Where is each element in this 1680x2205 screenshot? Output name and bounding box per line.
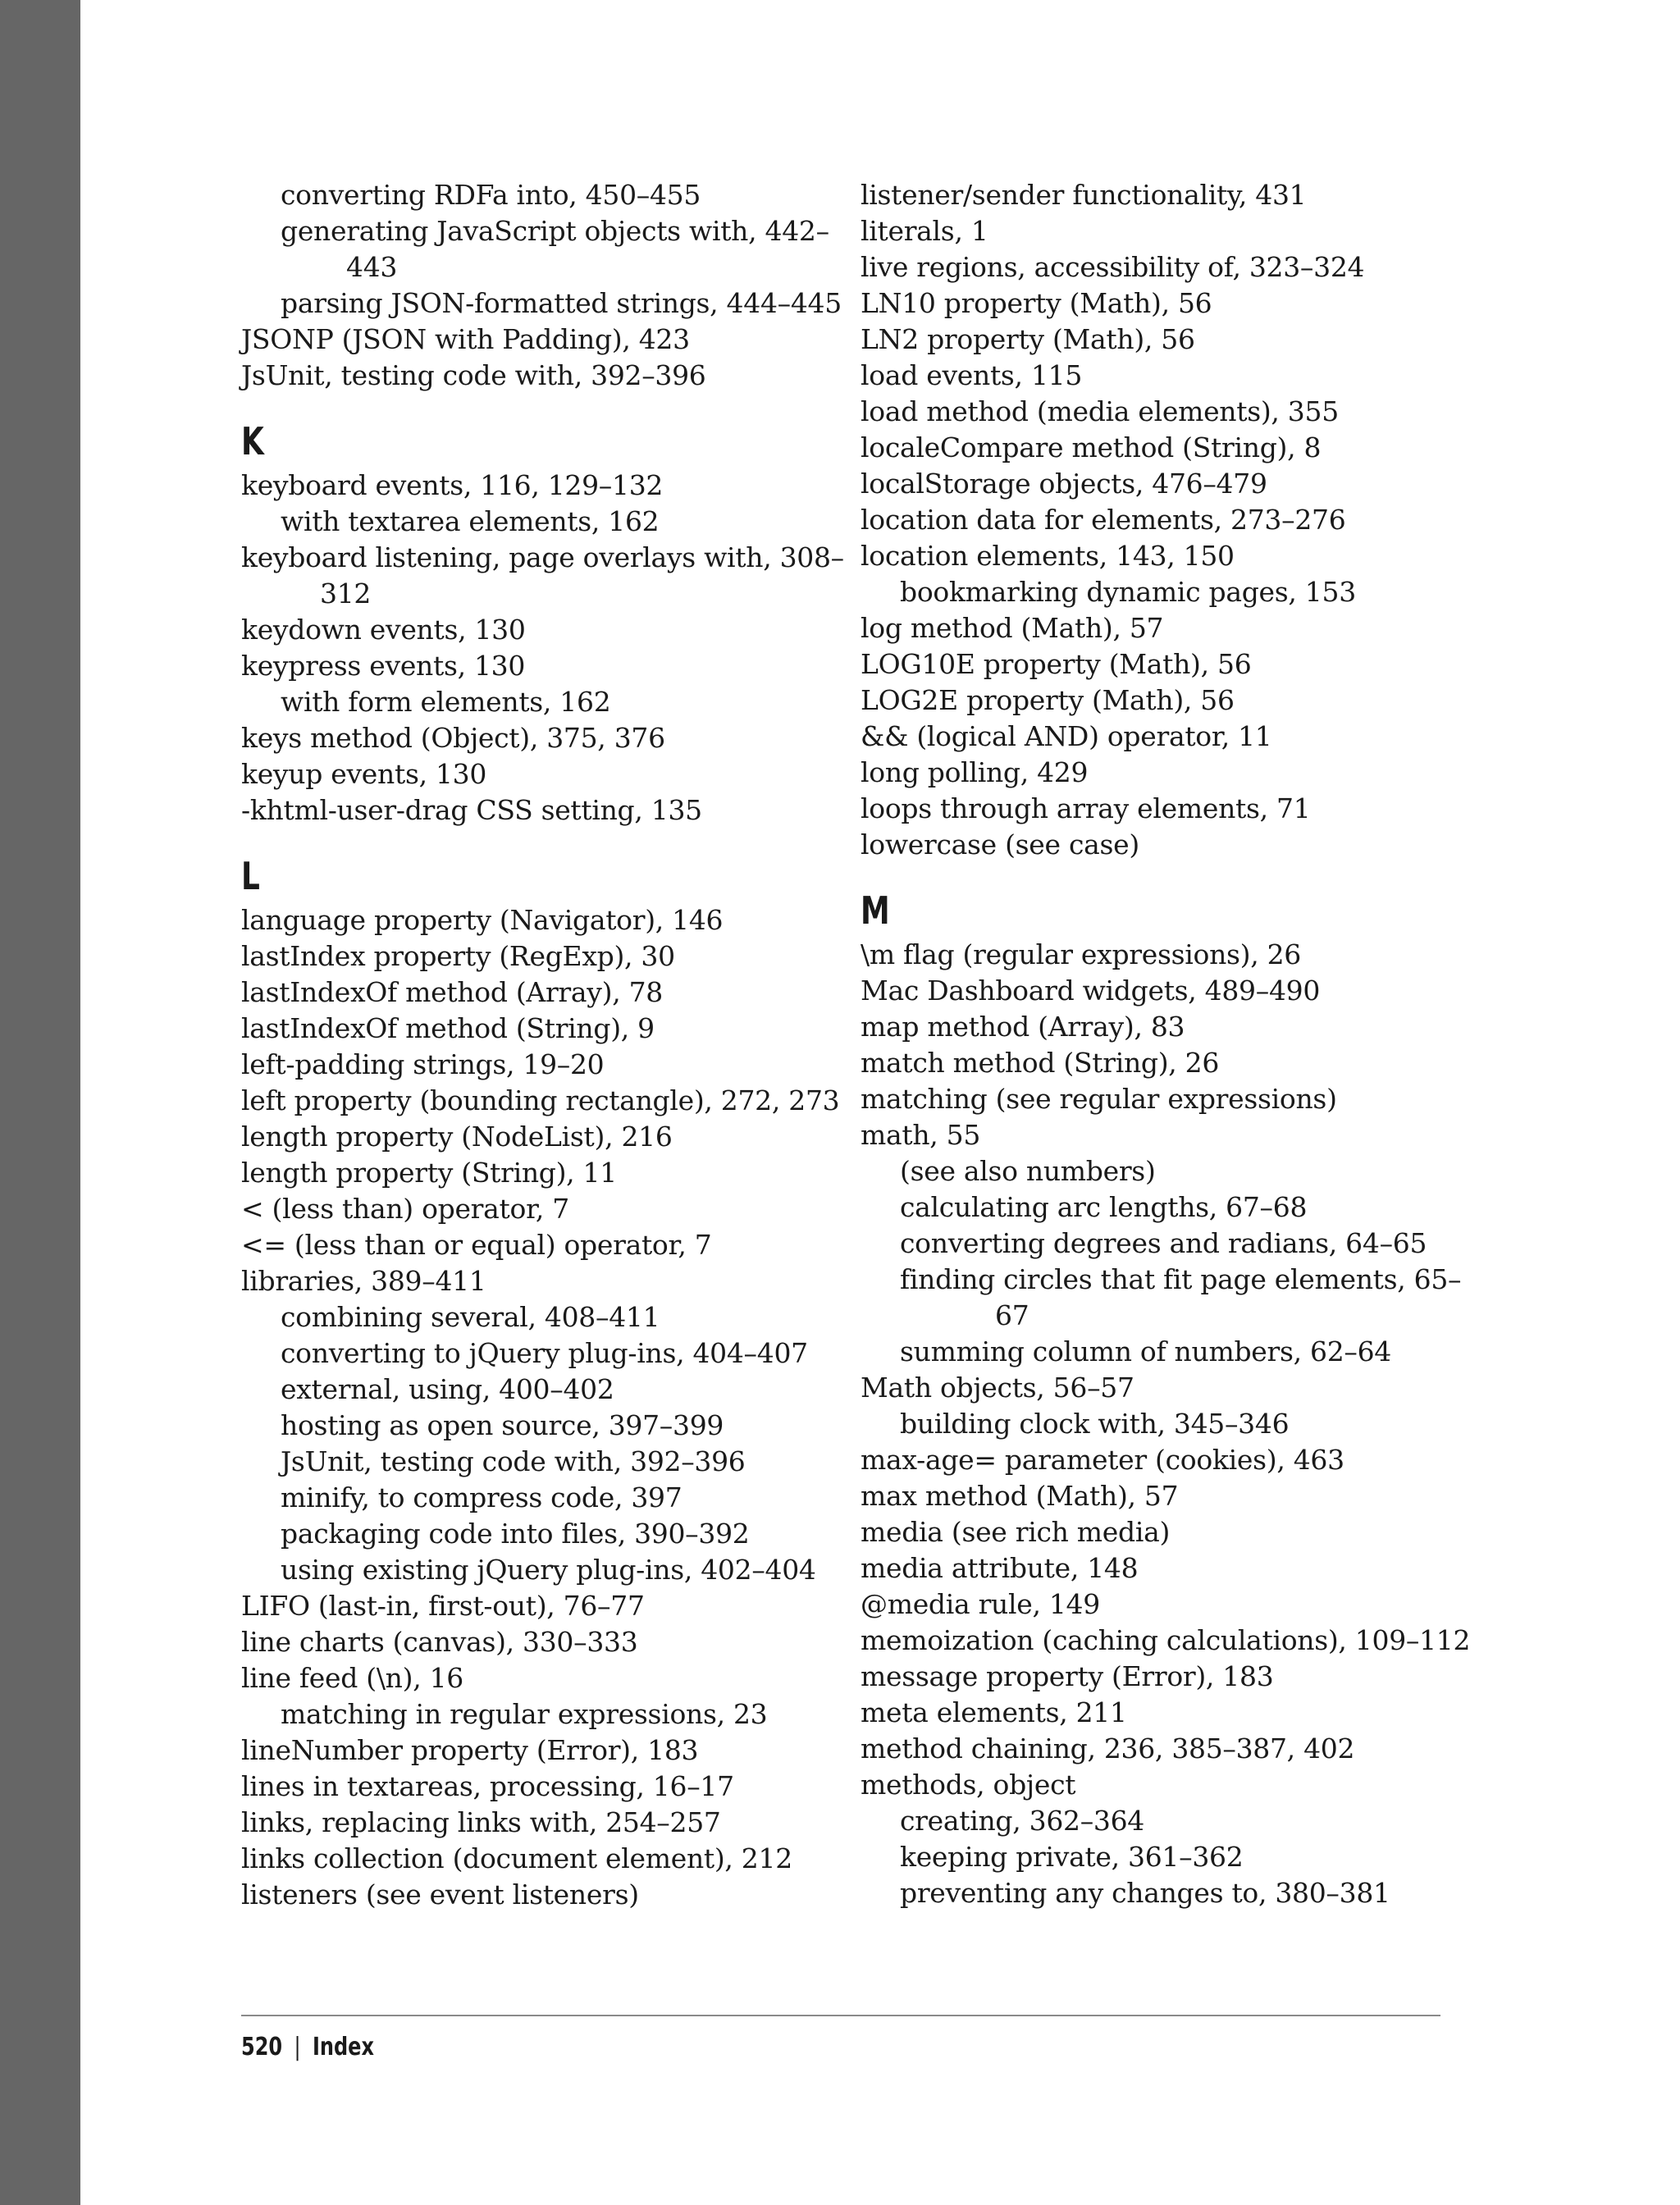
index-subentry: building clock with, 345–346 xyxy=(900,1408,1290,1440)
index-entry: length property (String), 11 xyxy=(241,1157,617,1189)
index-entry: memoization (caching calculations), 109–112 xyxy=(861,1624,1471,1656)
index-entry: LOG2E property (Math), 56 xyxy=(861,684,1235,716)
index-entry: method chaining, 236, 385–387, 402 xyxy=(861,1732,1355,1764)
index-entry: \m flag (regular expressions), 26 xyxy=(861,938,1302,970)
index-subentry: with form elements, 162 xyxy=(281,686,611,718)
index-column-left xyxy=(241,177,844,1913)
index-subentry: converting to jQuery plug-ins, 404–407 xyxy=(281,1337,808,1369)
index-entry: keyboard listening, page overlays with, 308– xyxy=(241,541,844,573)
index-entry: LN10 property (Math), 56 xyxy=(861,287,1212,319)
index-entry: keyup events, 130 xyxy=(241,758,487,790)
index-entry: location data for elements, 273–276 xyxy=(861,504,1346,536)
index-subentry: using existing jQuery plug-ins, 402–404 xyxy=(281,1554,816,1586)
index-subentry: matching in regular expressions, 23 xyxy=(281,1698,768,1730)
index-letter-heading: K xyxy=(241,419,264,463)
index-entry: matching (see regular expressions) xyxy=(861,1083,1337,1115)
index-entry: keys method (Object), 375, 376 xyxy=(241,722,665,754)
index-entry: length property (NodeList), 216 xyxy=(241,1121,673,1153)
index-entry: lines in textareas, processing, 16–17 xyxy=(241,1770,734,1802)
index-entry: match method (String), 26 xyxy=(861,1047,1220,1079)
index-entry: libraries, 389–411 xyxy=(241,1265,486,1297)
index-entry: max-age= parameter (cookies), 463 xyxy=(861,1444,1344,1476)
index-entry: LOG10E property (Math), 56 xyxy=(861,648,1252,680)
index-entry: location elements, 143, 150 xyxy=(861,540,1235,572)
index-entry: keyboard events, 116, 129–132 xyxy=(241,469,664,501)
index-entry: < (less than) operator, 7 xyxy=(241,1193,569,1225)
index-entry: meta elements, 211 xyxy=(861,1696,1127,1728)
index-subentry: JsUnit, testing code with, 392–396 xyxy=(281,1445,746,1477)
index-subentry: calculating arc lengths, 67–68 xyxy=(900,1191,1308,1223)
index-entry: listener/sender functionality, 431 xyxy=(861,179,1307,211)
page-edge-bar xyxy=(0,0,80,2205)
index-entry: Mac Dashboard widgets, 489–490 xyxy=(861,975,1321,1007)
index-entry: load events, 115 xyxy=(861,359,1083,391)
index-entry: log method (Math), 57 xyxy=(861,612,1164,644)
index-subentry: finding circles that fit page elements, 65– xyxy=(900,1263,1462,1295)
index-entry: keypress events, 130 xyxy=(241,650,526,682)
index-entry: loops through array elements, 71 xyxy=(861,792,1311,824)
index-subentry: converting RDFa into, 450–455 xyxy=(281,179,701,211)
index-entry: left-padding strings, 19–20 xyxy=(241,1048,605,1080)
index-entry: JSONP (JSON with Padding), 423 xyxy=(241,323,690,355)
index-subentry: minify, to compress code, 397 xyxy=(281,1481,682,1513)
index-entry: language property (Navigator), 146 xyxy=(241,904,724,936)
index-subentry: converting degrees and radians, 64–65 xyxy=(900,1227,1427,1259)
page-footer xyxy=(241,2031,374,2064)
index-entry: @media rule, 149 xyxy=(861,1588,1100,1620)
index-entry: message property (Error), 183 xyxy=(861,1660,1274,1692)
index-entry: localStorage objects, 476–479 xyxy=(861,468,1267,500)
index-entry: max method (Math), 57 xyxy=(861,1480,1179,1512)
index-subentry: parsing JSON-formatted strings, 444–445 xyxy=(281,287,842,319)
index-letter-heading: L xyxy=(241,854,260,898)
index-subentry: creating, 362–364 xyxy=(900,1805,1145,1837)
index-entry: line charts (canvas), 330–333 xyxy=(241,1626,638,1658)
index-entry: long polling, 429 xyxy=(861,756,1089,788)
index-entry: lastIndex property (RegExp), 30 xyxy=(241,940,675,972)
index-subentry: bookmarking dynamic pages, 153 xyxy=(900,576,1356,608)
index-subentry: packaging code into files, 390–392 xyxy=(281,1518,750,1550)
index-entry: LIFO (last-in, first-out), 76–77 xyxy=(241,1590,645,1622)
index-subentry: combining several, 408–411 xyxy=(281,1301,660,1333)
index-entry: -khtml-user-drag CSS setting, 135 xyxy=(241,794,702,826)
index-letter-heading: M xyxy=(861,888,890,933)
index-entry: left property (bounding rectangle), 272, 273 xyxy=(241,1084,840,1116)
index-entry: links collection (document element), 212 xyxy=(241,1842,792,1874)
index-entry: math, 55 xyxy=(861,1119,981,1151)
index-entry: links, replacing links with, 254–257 xyxy=(241,1806,721,1838)
footer-separator: | xyxy=(294,2033,301,2061)
index-subentry: (see also numbers) xyxy=(900,1155,1156,1187)
index-entry: <= (less than or equal) operator, 7 xyxy=(241,1229,712,1261)
index-entry: live regions, accessibility of, 323–324 xyxy=(861,251,1365,283)
index-entry: listeners (see event listeners) xyxy=(241,1879,639,1911)
index-entry: 312 xyxy=(320,578,372,609)
index-entry: load method (media elements), 355 xyxy=(861,395,1339,427)
index-subentry: external, using, 400–402 xyxy=(281,1373,614,1405)
index-column-right xyxy=(861,177,1471,1911)
index-subentry: keeping private, 361–362 xyxy=(900,1841,1244,1873)
page-number: 520 xyxy=(241,2033,283,2061)
index-entry: localeCompare method (String), 8 xyxy=(861,431,1322,463)
footer-rule xyxy=(241,2015,1440,2016)
index-entry: map method (Array), 83 xyxy=(861,1011,1185,1043)
index-subentry: preventing any changes to, 380–381 xyxy=(900,1877,1390,1909)
index-entry: keydown events, 130 xyxy=(241,614,526,646)
index-entry: lowercase (see case) xyxy=(861,829,1139,861)
footer-section: Index xyxy=(312,2033,374,2061)
index-entry: media attribute, 148 xyxy=(861,1552,1139,1584)
index-entry: media (see rich media) xyxy=(861,1516,1171,1548)
index-subentry: summing column of numbers, 62–64 xyxy=(900,1335,1391,1367)
index-entry: && (logical AND) operator, 11 xyxy=(861,720,1272,752)
index-entry: lineNumber property (Error), 183 xyxy=(241,1734,699,1766)
index-subentry: generating JavaScript objects with, 442– xyxy=(281,215,829,247)
index-entry: lastIndexOf method (Array), 78 xyxy=(241,976,663,1008)
index-entry: LN2 property (Math), 56 xyxy=(861,323,1195,355)
index-entry: methods, object xyxy=(861,1769,1076,1801)
index-entry: 67 xyxy=(995,1299,1029,1331)
index-entry: lastIndexOf method (String), 9 xyxy=(241,1012,655,1044)
index-entry: JsUnit, testing code with, 392–396 xyxy=(241,359,706,391)
index-entry: literals, 1 xyxy=(861,215,988,247)
index-subentry: with textarea elements, 162 xyxy=(281,505,660,537)
index-entry: line feed (\n), 16 xyxy=(241,1662,463,1694)
index-entry: Math objects, 56–57 xyxy=(861,1372,1134,1404)
index-entry: 443 xyxy=(346,251,398,283)
index-subentry: hosting as open source, 397–399 xyxy=(281,1409,724,1441)
